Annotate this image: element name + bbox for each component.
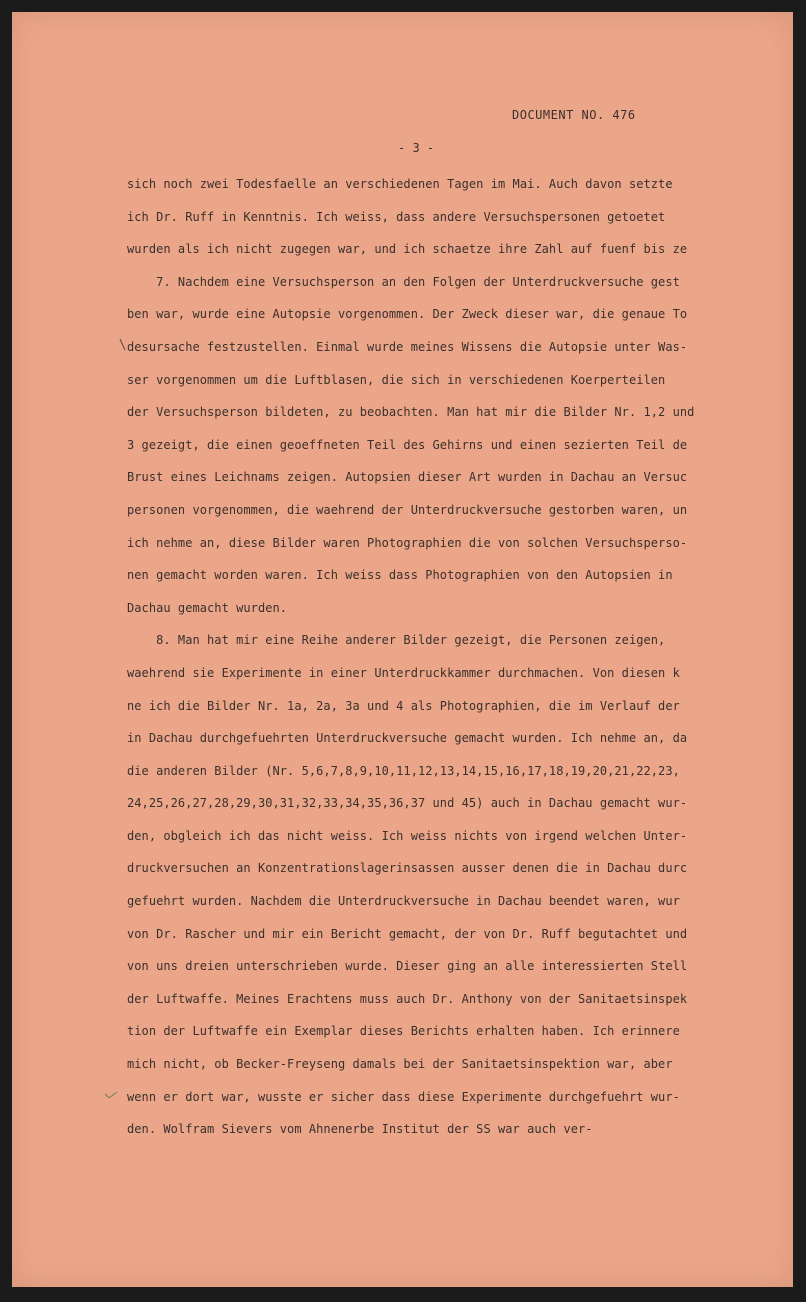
text-line: druckversuchen an Konzentrationslagerinsassen ausser denen die in Dachau durc [127, 861, 688, 876]
margin-check-mark [104, 1090, 118, 1100]
text-line: Brust eines Leichnams zeigen. Autopsien dieser Art wurden in Dachau an Versuc [127, 470, 688, 485]
text-line: 8. Man hat mir eine Reihe anderer Bilder gezeigt, die Personen zeigen, [127, 633, 666, 648]
text-line: tion der Luftwaffe ein Exemplar dieses Berichts erhalten haben. Ich erinnere [127, 1024, 680, 1039]
text-line: den. Wolfram Sievers vom Ahnenerbe Institut der SS war auch ver- [127, 1122, 593, 1137]
text-line: ich Dr. Ruff in Kenntnis. Ich weiss, dass andere Versuchspersonen getoetet [127, 209, 666, 224]
text-line: nen gemacht worden waren. Ich weiss dass Photographien von den Autopsien in [127, 568, 673, 583]
text-line: ben war, wurde eine Autopsie vorgenommen. Der Zweck dieser war, die genaue To [127, 307, 688, 322]
margin-tick-mark [118, 338, 128, 352]
text-line: 7. Nachdem eine Versuchsperson an den Folgen der Unterdruckversuche gest [127, 274, 680, 289]
text-line: in Dachau durchgefuehrten Unterdruckversuche gemacht wurden. Ich nehme an, da [127, 731, 688, 746]
text-line: ser vorgenommen um die Luftblasen, die sich in verschiedenen Koerperteilen [127, 372, 666, 387]
text-line: waehrend sie Experimente in einer Unterdruckkammer durchmachen. Von diesen k [127, 665, 680, 680]
text-line: ich nehme an, diese Bilder waren Photographien die von solchen Versuchsperso- [127, 535, 688, 550]
text-line: 3 gezeigt, die einen geoeffneten Teil des Gehirns und einen sezierten Teil de [127, 437, 688, 452]
document-number: DOCUMENT NO. 476 [512, 108, 636, 122]
text-line: der Versuchsperson bildeten, zu beobachten. Man hat mir die Bilder Nr. 1,2 und [127, 405, 695, 420]
text-line: gefuehrt wurden. Nachdem die Unterdruckversuche in Dachau beendet waren, wur [127, 894, 680, 909]
text-line: wurden als ich nicht zugegen war, und ich schaetze ihre Zahl auf fuenf bis ze [127, 242, 688, 257]
text-line: 24,25,26,27,28,29,30,31,32,33,34,35,36,37 und 45) auch in Dachau gemacht wur- [127, 796, 688, 811]
text-line: den, obgleich ich das nicht weiss. Ich weiss nichts von irgend welchen Unter- [127, 828, 688, 843]
text-line: personen vorgenommen, die waehrend der Unterdruckversuche gestorben waren, un [127, 502, 688, 517]
text-line: mich nicht, ob Becker-Freyseng damals bei der Sanitaetsinspektion war, aber [127, 1057, 673, 1072]
text-line: die anderen Bilder (Nr. 5,6,7,8,9,10,11,12,13,14,15,16,17,18,19,20,21,22,23, [127, 763, 680, 778]
text-line: von Dr. Rascher und mir ein Bericht gemacht, der von Dr. Ruff begutachtet und [127, 926, 688, 941]
text-line: der Luftwaffe. Meines Erachtens muss auch Dr. Anthony von der Sanitaetsinspek [127, 991, 688, 1006]
text-line: Dachau gemacht wurden. [127, 600, 288, 615]
text-line: ne ich die Bilder Nr. 1a, 2a, 3a und 4 als Photographien, die im Verlauf der [127, 698, 680, 713]
page-number: - 3 - [398, 141, 435, 155]
text-line: wenn er dort war, wusste er sicher dass diese Experimente durchgefuehrt wur- [127, 1089, 680, 1104]
text-line: desursache festzustellen. Einmal wurde meines Wissens die Autopsie unter Was- [127, 339, 688, 354]
text-line: sich noch zwei Todesfaelle an verschiedenen Tagen im Mai. Auch davon setzte [127, 177, 673, 191]
text-line: von uns dreien unterschrieben wurde. Dieser ging an alle interessierten Stell [127, 959, 688, 974]
document-body [127, 171, 757, 1149]
